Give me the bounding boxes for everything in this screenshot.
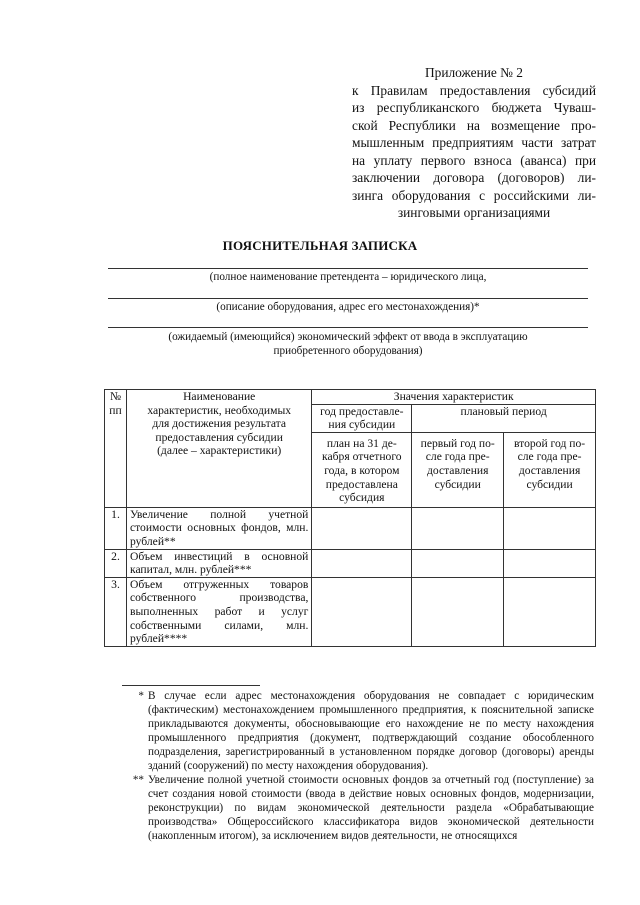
header-num <box>105 390 127 508</box>
footnote-2 <box>118 774 594 844</box>
header-name-line: (далее – характеристики) <box>157 444 282 458</box>
header-num-line: № <box>109 390 122 403</box>
cell-empty <box>504 549 596 577</box>
header-col-a-line: года, в котором <box>324 463 400 477</box>
appendix-line: зинговыми организациями <box>397 205 551 220</box>
footnote-1 <box>118 690 594 773</box>
header-name-line: Наименование <box>183 390 256 403</box>
header-col-a <box>312 432 412 507</box>
header-plan-period: плановый период <box>412 404 596 432</box>
appendix-line: зинга оборудования с российскими ли- <box>352 187 596 203</box>
page-title: ПОЯСНИТЕЛЬНАЯ ЗАПИСКА <box>222 238 418 253</box>
header-col-c-line: субсидии <box>526 477 573 491</box>
header-name-line: предоставления субсидии <box>155 430 283 444</box>
table-row <box>105 549 596 577</box>
header-num-line: пп <box>109 403 122 417</box>
header-col-a-line: предоставлена <box>325 477 398 491</box>
header-col-c-line: сле года пре- <box>517 450 582 464</box>
header-name-line: характеристик, необходимых <box>147 403 292 417</box>
cell-empty <box>412 549 504 577</box>
header-grant-year-line: ния субсидии <box>328 418 396 432</box>
header-col-b-line: доставления <box>426 463 489 477</box>
appendix-line: на уплату первого взноса (аванса) при <box>352 152 596 168</box>
footnote-separator <box>122 685 260 686</box>
header-col-a-line: кабря отчетного <box>322 450 402 464</box>
row-name: Увеличение полной учетной стоимости основных фондов, млн. рублей** <box>126 507 311 549</box>
row-name: Объем отгруженных товаров собственного производства, выполненных работ и услуг собственными силами, млн. рублей**** <box>126 577 311 646</box>
appendix-line: заключении договора (договоров) ли- <box>352 170 596 185</box>
fill-line-effect <box>108 327 588 328</box>
header-grant-year <box>312 404 412 432</box>
header-col-c-line: второй год по- <box>513 436 586 450</box>
fill-line-applicant <box>108 268 588 269</box>
appendix-line: к Правилам предоставления субсидий <box>352 82 596 98</box>
header-col-b-line: сле года пре- <box>425 450 490 464</box>
footnote-mark: ** <box>132 774 144 786</box>
caption-effect-1: (ожидаемый (имеющийся) экономический эффект от ввода в эксплуатацию <box>168 331 528 343</box>
header-col-b <box>412 432 504 507</box>
row-num: 3. <box>105 577 127 646</box>
cell-empty <box>412 577 504 646</box>
table-row <box>105 577 596 646</box>
appendix-line: мышленным предприятиям части затрат <box>352 135 596 150</box>
table-header-row <box>105 390 596 405</box>
cell-empty <box>412 507 504 549</box>
header-col-b-line: первый год по- <box>420 436 495 450</box>
header-name <box>126 390 311 508</box>
cell-empty <box>504 577 596 646</box>
caption-effect-2: приобретенного оборудования) <box>273 345 423 357</box>
footnote-mark: * <box>138 690 144 702</box>
row-name: Объем инвестиций в основной капитал, млн. рублей*** <box>126 549 311 577</box>
appendix-line: ской Республики на возмещение про- <box>352 117 596 133</box>
footnote-text: В случае если адрес местонахождения оборудования не совпадает с юридическим (фактическим) местонахождением промышленного предприятия, к пояснительной записке прикладываются документы, обосновывающие его нахождение не по месту нахождения промышленного предприятия (документ, подтверждающий создание обособленного подразделения, зарегистрированный в установленном порядке договор (договоры) аренды зданий (сооружений) по месту нахождения оборудования). <box>148 690 594 772</box>
appendix-block <box>352 64 596 222</box>
cell-empty <box>504 507 596 549</box>
footnote-text: Увеличение полной учетной стоимости основных фондов за отчетный год (поступление) за счет создания новой стоимости (ввода в действие новых основных фондов, модернизации, реконструкции) по видам экономической деятельности раздела «Обрабатывающие производства» Общероссийского классификатора видов экономической деятельности (накопленным итогом), за исключением видов деятельности, не относящихся <box>148 774 594 842</box>
fill-line-equipment <box>108 298 588 299</box>
header-col-c-line: доставления <box>518 463 581 477</box>
characteristics-table <box>104 389 596 647</box>
cell-empty <box>312 577 412 646</box>
header-col-a-line: план на 31 де- <box>326 436 397 450</box>
header-grant-year-line: год предоставле- <box>320 404 404 418</box>
cell-empty <box>312 549 412 577</box>
header-col-c <box>504 432 596 507</box>
caption-equipment: (описание оборудования, адрес его местонахождения)* <box>216 301 480 313</box>
table-row <box>105 507 596 549</box>
cell-empty <box>312 507 412 549</box>
header-col-b-line: субсидии <box>434 477 481 491</box>
row-num: 2. <box>105 549 127 577</box>
header-col-a-line: субсидия <box>339 491 385 505</box>
row-num: 1. <box>105 507 127 549</box>
appendix-line: из республиканского бюджета Чуваш- <box>352 100 596 115</box>
appendix-line: Приложение № 2 <box>424 65 524 80</box>
caption-applicant: (полное наименование претендента – юридического лица, <box>209 271 487 283</box>
header-name-line: для достижения результата <box>152 417 287 431</box>
header-values: Значения характеристик <box>312 390 596 405</box>
